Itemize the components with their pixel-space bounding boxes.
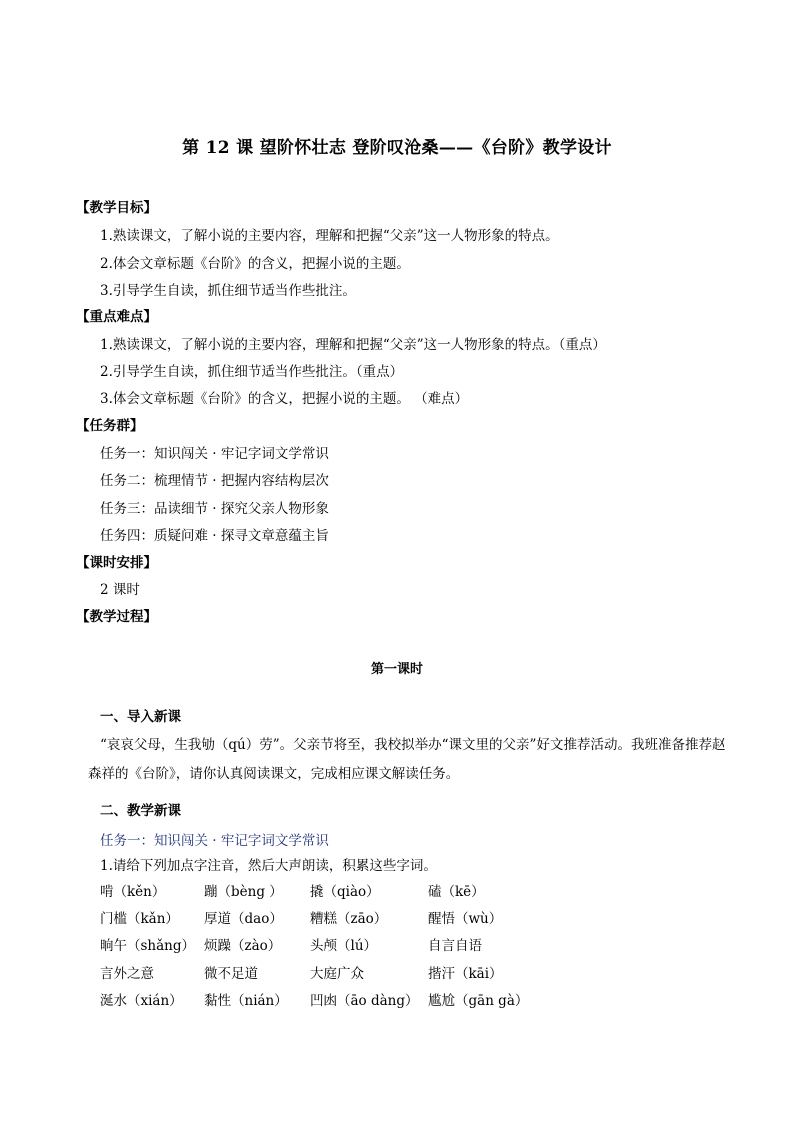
- word-cell: 磕（kē）: [428, 884, 485, 900]
- tasks-heading: 【任务群】: [76, 418, 144, 434]
- period-title: 第一课时: [370, 662, 423, 677]
- word-cell: 醒悟（wù）: [428, 911, 503, 927]
- goals-heading: 【教学目标】: [76, 200, 157, 216]
- hours-value: 2 课时: [100, 582, 140, 598]
- word-cell: 晌午（shǎng）: [100, 938, 196, 954]
- task-item: 任务四：质疑问难 · 探寻文章意蕴主旨: [100, 528, 329, 544]
- key-point-item: 2.引导学生自读，抓住细节适当作些批注。（重点）: [100, 364, 404, 380]
- word-cell: 涎水（xián）: [100, 993, 183, 1009]
- key-points-heading: 【重点难点】: [76, 309, 157, 325]
- task-item: 任务二：梳理情节 · 把握内容结构层次: [100, 473, 329, 489]
- word-cell: 蹦（bèng ）: [204, 884, 283, 900]
- task1-label: 任务一：知识闯关 · 牢记字词文学常识: [100, 833, 329, 849]
- word-cell: 尴尬（gān gà）: [428, 993, 529, 1009]
- goal-item: 1.熟读课文，了解小说的主要内容，理解和把握“父亲”这一人物形象的特点。: [100, 228, 559, 244]
- word-cell: 门槛（kǎn）: [100, 911, 179, 927]
- word-cell: 自言自语: [428, 938, 482, 954]
- key-point-item: 1.熟读课文，了解小说的主要内容，理解和把握“父亲”这一人物形象的特点。（重点）: [100, 337, 606, 353]
- word-cell: 凹凼（āo dàng）: [310, 993, 419, 1009]
- goal-item: 3.引导学生自读，抓住细节适当作些批注。: [100, 283, 356, 299]
- word-cell: 黏性（nián）: [204, 993, 288, 1009]
- task-item: 任务三：品读细节 · 探究父亲人物形象: [100, 501, 329, 517]
- word-cell: 撬（qiào）: [310, 884, 380, 900]
- word-cell: 言外之意: [100, 966, 154, 982]
- intro-paragraph: “哀哀父母，生我劬（qú）劳”。父亲节将至，我校拟举办“课文里的父亲”好文推荐活动。我班准备推荐赵森祥的《台阶》，请你认真阅读课文，完成相应课文解读任务。: [88, 737, 726, 782]
- word-cell: 揩汗（kāi）: [428, 966, 503, 982]
- word-cell: 大庭广众: [310, 966, 364, 982]
- task1-question: 1.请给下列加点字注音，然后大声朗读，积累这些字词。: [100, 858, 437, 874]
- hours-heading: 【课时安排】: [76, 555, 157, 571]
- process-heading: 【教学过程】: [76, 609, 157, 625]
- word-cell: 烦躁（zào）: [204, 938, 282, 954]
- word-cell: 糟糕（zāo）: [310, 911, 388, 927]
- intro-heading: 一、导入新课: [100, 709, 181, 725]
- word-cell: 啃（kěn）: [100, 884, 166, 900]
- word-cell: 厚道（dao）: [204, 911, 283, 927]
- key-point-item: 3.体会文章标题《台阶》的含义，把握小说的主题。 （难点）: [100, 391, 469, 407]
- new-lesson-heading: 二、教学新课: [100, 803, 181, 819]
- page-title: 第 12 课 望阶怀壮志 登阶叹沧桑——《台阶》教学设计: [182, 138, 612, 158]
- word-cell: 微不足道: [204, 966, 258, 982]
- goal-item: 2.体会文章标题《台阶》的含义，把握小说的主题。: [100, 256, 410, 272]
- word-cell: 头颅（lú）: [310, 938, 378, 954]
- task-item: 任务一：知识闯关 · 牢记字词文学常识: [100, 446, 329, 462]
